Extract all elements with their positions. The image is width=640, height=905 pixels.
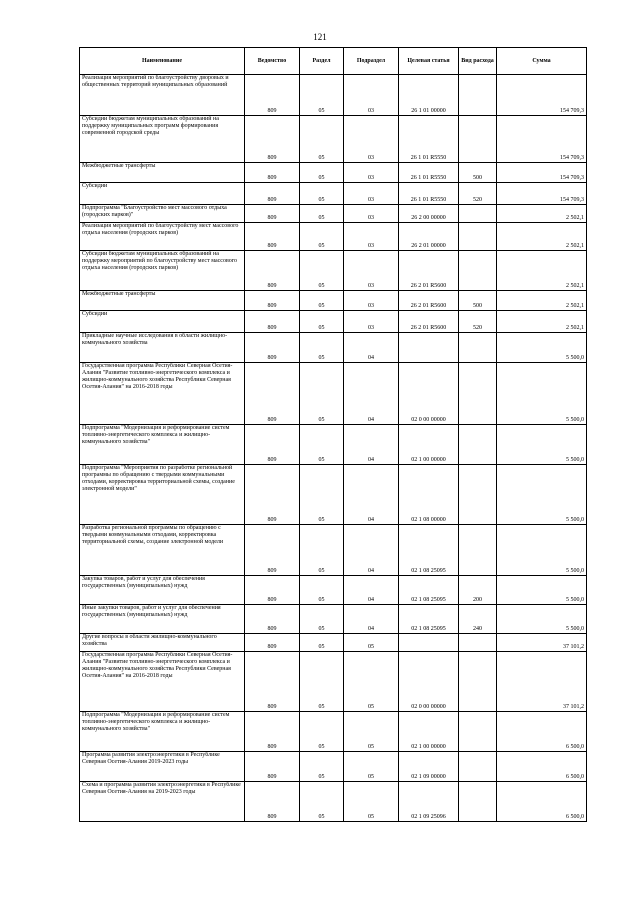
row-name-cell: Схема и программа развития электроэнергетики в Республике Северная Осетия-Алания на 2019-2023 годы	[80, 782, 245, 822]
row-target-item-cell: 26 2 01 R5600	[399, 311, 459, 333]
row-name-cell: Субсидии	[80, 311, 245, 333]
row-section-cell: 05	[300, 465, 344, 525]
row-name-cell: Разработка региональной программы по обращению с твердыми коммунальными отходами, корректировка территориальной схемы, создание электронной модели	[80, 525, 245, 576]
row-expense-type-cell	[459, 205, 497, 223]
table-body	[80, 75, 587, 822]
row-target-item-cell: 02 1 00 00000	[399, 712, 459, 752]
table-row	[80, 525, 587, 576]
row-name-cell: Межбюджетные трансферты	[80, 291, 245, 311]
row-name-cell: Субсидии бюджетам муниципальных образований на поддержку муниципальных программ формирования современной городской среды	[80, 116, 245, 163]
row-name-cell: Подпрограмма "Мероприятия по разработке региональной программы по обращению с твердыми коммунальными отходами, корректировка территориальной схемы, создание электронной модели"	[80, 465, 245, 525]
row-amount-cell: 154 709,3	[497, 75, 587, 116]
row-expense-type-cell	[459, 634, 497, 652]
table-row	[80, 333, 587, 363]
row-expense-type-cell	[459, 465, 497, 525]
row-target-item-cell: 02 1 09 00000	[399, 752, 459, 782]
row-target-item-cell: 02 1 00 00000	[399, 425, 459, 465]
page-number: 121	[313, 32, 327, 42]
row-amount-cell: 6 500,0	[497, 752, 587, 782]
row-target-item-cell: 02 1 09 25096	[399, 782, 459, 822]
row-subsection-cell: 05	[344, 782, 399, 822]
header-amount: Сумма	[497, 48, 587, 75]
row-department-cell: 809	[245, 465, 300, 525]
row-target-item-cell: 26 2 01 R5600	[399, 251, 459, 291]
table-row	[80, 116, 587, 163]
table-row	[80, 163, 587, 183]
row-department-cell: 809	[245, 163, 300, 183]
table-row	[80, 605, 587, 634]
row-subsection-cell: 03	[344, 163, 399, 183]
row-department-cell: 809	[245, 634, 300, 652]
row-section-cell: 05	[300, 712, 344, 752]
row-subsection-cell: 03	[344, 291, 399, 311]
row-department-cell: 809	[245, 311, 300, 333]
table-row	[80, 712, 587, 752]
row-department-cell: 809	[245, 363, 300, 425]
row-subsection-cell: 03	[344, 205, 399, 223]
table-row	[80, 782, 587, 822]
row-name-cell: Государственная программа Республики Северная Осетия-Алания "Развитие топливно-энергетического комплекса и жилищно-коммунального хозяйства Республики Северная Осетия-Алания" на 2016-2018 годы	[80, 363, 245, 425]
table-row	[80, 576, 587, 605]
table-row	[80, 652, 587, 712]
row-section-cell: 05	[300, 311, 344, 333]
row-department-cell: 809	[245, 525, 300, 576]
header-target-item: Целевая статья	[399, 48, 459, 75]
row-section-cell: 05	[300, 652, 344, 712]
row-subsection-cell: 03	[344, 75, 399, 116]
row-section-cell: 05	[300, 634, 344, 652]
row-subsection-cell: 03	[344, 251, 399, 291]
row-amount-cell: 5 500,0	[497, 465, 587, 525]
row-section-cell: 05	[300, 333, 344, 363]
row-name-cell: Закупка товаров, работ и услуг для обеспечения государственных (муниципальных) нужд	[80, 576, 245, 605]
row-name-cell: Государственная программа Республики Северная Осетия-Алания "Развитие топливно-энергетического комплекса и жилищно-коммунального хозяйства Республики Северная Осетия-Алания" на 2016-2018 годы	[80, 652, 245, 712]
row-section-cell: 05	[300, 782, 344, 822]
table-row	[80, 291, 587, 311]
row-name-cell: Иные закупки товаров, работ и услуг для обеспечения государственных (муниципальных) нужд	[80, 605, 245, 634]
row-amount-cell: 5 500,0	[497, 525, 587, 576]
row-department-cell: 809	[245, 223, 300, 251]
row-department-cell: 809	[245, 752, 300, 782]
row-section-cell: 05	[300, 605, 344, 634]
row-section-cell: 05	[300, 116, 344, 163]
row-subsection-cell: 04	[344, 363, 399, 425]
row-expense-type-cell	[459, 752, 497, 782]
row-subsection-cell: 05	[344, 712, 399, 752]
row-name-cell: Подпрограмма "Модернизация и реформирование систем топливно-энергетического комплекса и жилищно-коммунального хозяйства"	[80, 712, 245, 752]
table-row	[80, 205, 587, 223]
table-row	[80, 363, 587, 425]
header-row	[80, 48, 587, 75]
row-expense-type-cell	[459, 75, 497, 116]
row-name-cell: Программа развития электроэнергетики в Республике Северная Осетия-Алания 2019-2023 годы	[80, 752, 245, 782]
header-department: Ведомство	[245, 48, 300, 75]
row-expense-type-cell: 520	[459, 183, 497, 205]
row-expense-type-cell	[459, 333, 497, 363]
row-name-cell: Реализация мероприятий по благоустройству дворовых и общественных территорий муниципальных образований	[80, 75, 245, 116]
row-expense-type-cell: 520	[459, 311, 497, 333]
row-subsection-cell: 04	[344, 576, 399, 605]
row-name-cell: Другие вопросы в области жилищно-коммунального хозяйства	[80, 634, 245, 652]
row-amount-cell: 2 502,1	[497, 251, 587, 291]
row-name-cell: Прикладные научные исследования в области жилищно-коммунального хозяйства	[80, 333, 245, 363]
row-target-item-cell: 26 2 00 00000	[399, 205, 459, 223]
row-expense-type-cell: 500	[459, 291, 497, 311]
row-subsection-cell: 03	[344, 116, 399, 163]
row-section-cell: 05	[300, 75, 344, 116]
row-section-cell: 05	[300, 223, 344, 251]
table-row	[80, 223, 587, 251]
row-section-cell: 05	[300, 291, 344, 311]
row-department-cell: 809	[245, 205, 300, 223]
row-section-cell: 05	[300, 363, 344, 425]
row-subsection-cell: 03	[344, 311, 399, 333]
row-target-item-cell: 26 1 01 00000	[399, 75, 459, 116]
row-subsection-cell: 05	[344, 752, 399, 782]
row-amount-cell: 2 502,1	[497, 311, 587, 333]
row-expense-type-cell	[459, 363, 497, 425]
row-expense-type-cell	[459, 425, 497, 465]
row-department-cell: 809	[245, 425, 300, 465]
row-expense-type-cell: 240	[459, 605, 497, 634]
row-name-cell: Подпрограмма "Модернизация и реформирование систем топливно-энергетического комплекса и жилищно-коммунального хозяйства"	[80, 425, 245, 465]
row-amount-cell: 154 709,3	[497, 183, 587, 205]
row-subsection-cell: 04	[344, 425, 399, 465]
row-expense-type-cell	[459, 652, 497, 712]
row-target-item-cell: 02 1 08 25095	[399, 576, 459, 605]
row-target-item-cell: 26 1 01 R5550	[399, 163, 459, 183]
row-amount-cell: 6 500,0	[497, 782, 587, 822]
row-department-cell: 809	[245, 251, 300, 291]
table-row	[80, 75, 587, 116]
row-expense-type-cell	[459, 223, 497, 251]
row-name-cell: Подпрограмма "Благоустройство мест массового отдыха (городских парков)"	[80, 205, 245, 223]
row-amount-cell: 154 709,3	[497, 163, 587, 183]
row-target-item-cell: 02 0 00 00000	[399, 363, 459, 425]
row-subsection-cell: 03	[344, 223, 399, 251]
row-expense-type-cell	[459, 116, 497, 163]
row-section-cell: 05	[300, 576, 344, 605]
row-amount-cell: 2 502,1	[497, 223, 587, 251]
row-section-cell: 05	[300, 205, 344, 223]
row-name-cell: Субсидии бюджетам муниципальных образований на поддержку мероприятий по благоустройству мест массового отдыха населения (городских парков)	[80, 251, 245, 291]
row-section-cell: 05	[300, 752, 344, 782]
row-amount-cell: 5 500,0	[497, 605, 587, 634]
table-row	[80, 634, 587, 652]
row-expense-type-cell: 200	[459, 576, 497, 605]
row-section-cell: 05	[300, 183, 344, 205]
table-row	[80, 425, 587, 465]
row-target-item-cell: 26 2 01 00000	[399, 223, 459, 251]
row-target-item-cell: 26 1 01 R5550	[399, 183, 459, 205]
row-department-cell: 809	[245, 291, 300, 311]
row-subsection-cell: 03	[344, 183, 399, 205]
header-subsection: Подраздел	[344, 48, 399, 75]
table-row	[80, 752, 587, 782]
row-expense-type-cell	[459, 525, 497, 576]
header-name: Наименование	[80, 48, 245, 75]
row-target-item-cell	[399, 333, 459, 363]
row-amount-cell: 5 500,0	[497, 425, 587, 465]
row-amount-cell: 2 502,1	[497, 291, 587, 311]
row-amount-cell: 37 101,2	[497, 652, 587, 712]
row-amount-cell: 37 101,2	[497, 634, 587, 652]
row-subsection-cell: 05	[344, 634, 399, 652]
budget-table	[79, 47, 587, 822]
row-target-item-cell: 02 1 08 00000	[399, 465, 459, 525]
row-amount-cell: 2 502,1	[497, 205, 587, 223]
row-subsection-cell: 04	[344, 333, 399, 363]
row-amount-cell: 5 500,0	[497, 333, 587, 363]
row-subsection-cell: 04	[344, 605, 399, 634]
table-row	[80, 183, 587, 205]
row-department-cell: 809	[245, 576, 300, 605]
row-target-item-cell: 02 0 00 00000	[399, 652, 459, 712]
row-department-cell: 809	[245, 333, 300, 363]
row-target-item-cell: 02 1 08 25095	[399, 525, 459, 576]
row-department-cell: 809	[245, 712, 300, 752]
row-department-cell: 809	[245, 782, 300, 822]
table-row	[80, 311, 587, 333]
row-subsection-cell: 05	[344, 652, 399, 712]
table-row	[80, 465, 587, 525]
row-subsection-cell: 04	[344, 465, 399, 525]
row-department-cell: 809	[245, 116, 300, 163]
row-amount-cell: 5 500,0	[497, 576, 587, 605]
row-section-cell: 05	[300, 163, 344, 183]
row-name-cell: Реализация мероприятий по благоустройству мест массового отдыха населения (городских парков)	[80, 223, 245, 251]
row-department-cell: 809	[245, 75, 300, 116]
row-expense-type-cell	[459, 251, 497, 291]
row-target-item-cell: 26 2 01 R5600	[399, 291, 459, 311]
row-amount-cell: 6 500,0	[497, 712, 587, 752]
row-department-cell: 809	[245, 605, 300, 634]
row-name-cell: Межбюджетные трансферты	[80, 163, 245, 183]
row-target-item-cell: 02 1 08 25095	[399, 605, 459, 634]
table-row	[80, 251, 587, 291]
row-target-item-cell	[399, 634, 459, 652]
row-department-cell: 809	[245, 183, 300, 205]
row-amount-cell: 154 709,3	[497, 116, 587, 163]
row-expense-type-cell	[459, 782, 497, 822]
row-expense-type-cell	[459, 712, 497, 752]
row-subsection-cell: 04	[344, 525, 399, 576]
header-expense-type: Вид расхода	[459, 48, 497, 75]
row-expense-type-cell: 500	[459, 163, 497, 183]
row-target-item-cell: 26 1 01 R5550	[399, 116, 459, 163]
row-name-cell: Субсидии	[80, 183, 245, 205]
row-section-cell: 05	[300, 251, 344, 291]
header-section: Раздел	[300, 48, 344, 75]
row-department-cell: 809	[245, 652, 300, 712]
row-amount-cell: 5 500,0	[497, 363, 587, 425]
row-section-cell: 05	[300, 525, 344, 576]
row-section-cell: 05	[300, 425, 344, 465]
